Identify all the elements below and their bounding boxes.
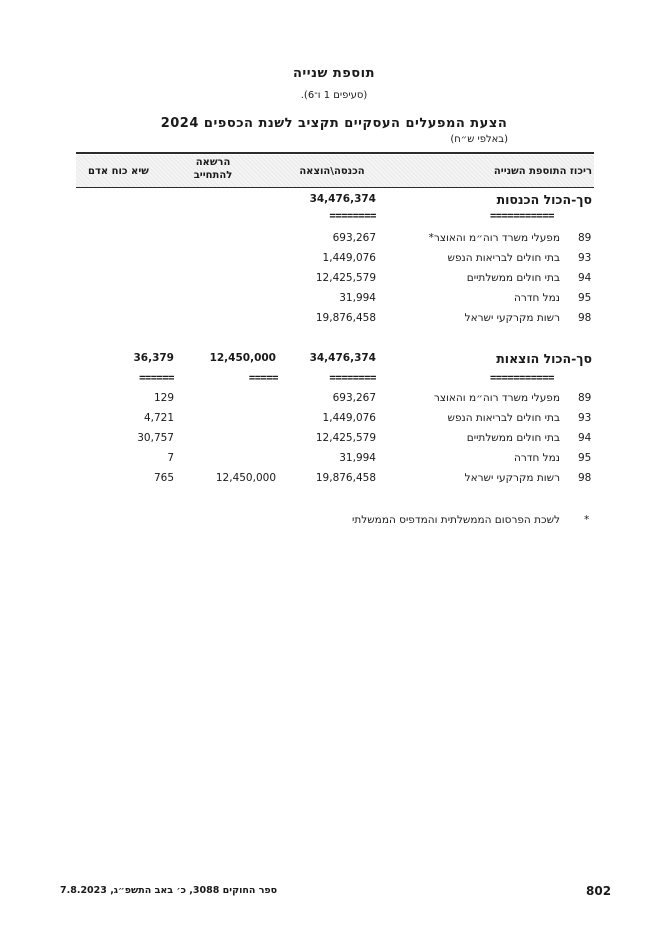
- row-manpower: 765: [153, 472, 174, 484]
- row-value: 19,876,458: [315, 312, 376, 324]
- row-code: 93: [578, 412, 592, 424]
- expense-value-separator: ========: [329, 372, 376, 384]
- row-name: נמל חדרה: [513, 452, 560, 464]
- schedule-title: תוספת שנייה: [293, 66, 375, 81]
- row-code: 89: [578, 232, 592, 244]
- column-header-income-expense: הכנסה\הוצאה: [299, 166, 365, 177]
- row-code: 95: [578, 292, 592, 304]
- column-header-commitment: [178, 156, 248, 182]
- footnote-marker: *: [584, 514, 590, 526]
- expense-total-commitment: 12,450,000: [209, 352, 276, 364]
- row-code: 93: [578, 252, 592, 264]
- row-value: 31,994: [339, 452, 376, 464]
- row-value: 1,449,076: [322, 252, 376, 264]
- column-header-commitment-line1: הרשאה: [195, 157, 231, 168]
- unit-note: (באלפי ש״ח): [450, 134, 508, 145]
- row-commitment: 12,450,000: [215, 472, 276, 484]
- row-value: 1,449,076: [322, 412, 376, 424]
- income-total-label: סך-הכול הכנסות: [496, 192, 592, 207]
- income-label-separator: ===========: [489, 210, 554, 222]
- row-name: מפעלי משרד רוה״מ והאוצר: [433, 392, 560, 404]
- row-code: 98: [578, 472, 592, 484]
- row-value: 19,876,458: [315, 472, 376, 484]
- row-value: 31,994: [339, 292, 376, 304]
- expense-label-separator: ===========: [489, 372, 554, 384]
- row-name: בתי חולים ממשלתיים: [466, 272, 560, 284]
- column-header-manpower: שיא כוח אדם: [88, 166, 149, 177]
- row-code: 98: [578, 312, 592, 324]
- row-manpower: 30,757: [137, 432, 174, 444]
- column-header-commitment-line2: להתחייב: [193, 170, 233, 181]
- row-name: מפעלי משרד רוה״מ והאוצר*: [428, 232, 560, 244]
- row-name: בתי חולים לבריאות הנפש: [447, 252, 560, 264]
- row-value: 693,267: [332, 392, 376, 404]
- row-value: 12,425,579: [315, 432, 376, 444]
- row-manpower: 129: [153, 392, 174, 404]
- footnote-text: לשכת הפרסום הממשלתית והמדפיס הממשלתי: [352, 514, 560, 526]
- row-value: 12,425,579: [315, 272, 376, 284]
- row-code: 94: [578, 272, 592, 284]
- row-code: 95: [578, 452, 592, 464]
- row-manpower: 7: [167, 452, 174, 464]
- expense-manpower-separator: ======: [139, 372, 174, 384]
- row-code: 89: [578, 392, 592, 404]
- income-total-value: 34,476,374: [309, 193, 376, 205]
- expense-total-manpower: 36,379: [133, 352, 174, 364]
- row-name: נמל חדרה: [513, 292, 560, 304]
- column-header-summary: ריכוז התוספת השנייה: [493, 166, 592, 177]
- row-code: 94: [578, 432, 592, 444]
- schedule-subtitle: (סעיפים 1 ו־6).: [300, 90, 368, 101]
- table-header-bottom-rule: [76, 187, 594, 188]
- expense-commitment-separator: =====: [248, 372, 278, 384]
- row-name: בתי חולים ממשלתיים: [466, 432, 560, 444]
- income-value-separator: ========: [329, 210, 376, 222]
- page-number: 802: [586, 884, 612, 898]
- row-name: רשות מקרקעי ישראל: [464, 312, 560, 324]
- expense-total-label: סך-הכול הוצאות: [496, 351, 592, 366]
- row-value: 693,267: [332, 232, 376, 244]
- gazette-citation: ספר החוקים 3088, כ׳ באב התשפ״ג, 7.8.2023: [60, 885, 278, 896]
- row-manpower: 4,721: [143, 412, 174, 424]
- row-name: רשות מקרקעי ישראל: [464, 472, 560, 484]
- budget-main-title: הצעת המפעלים העסקיים תקציב לשנת הכספים 2024: [160, 116, 508, 131]
- row-name: בתי חולים לבריאות הנפש: [447, 412, 560, 424]
- table-top-rule: [76, 152, 594, 154]
- expense-total-value: 34,476,374: [309, 352, 376, 364]
